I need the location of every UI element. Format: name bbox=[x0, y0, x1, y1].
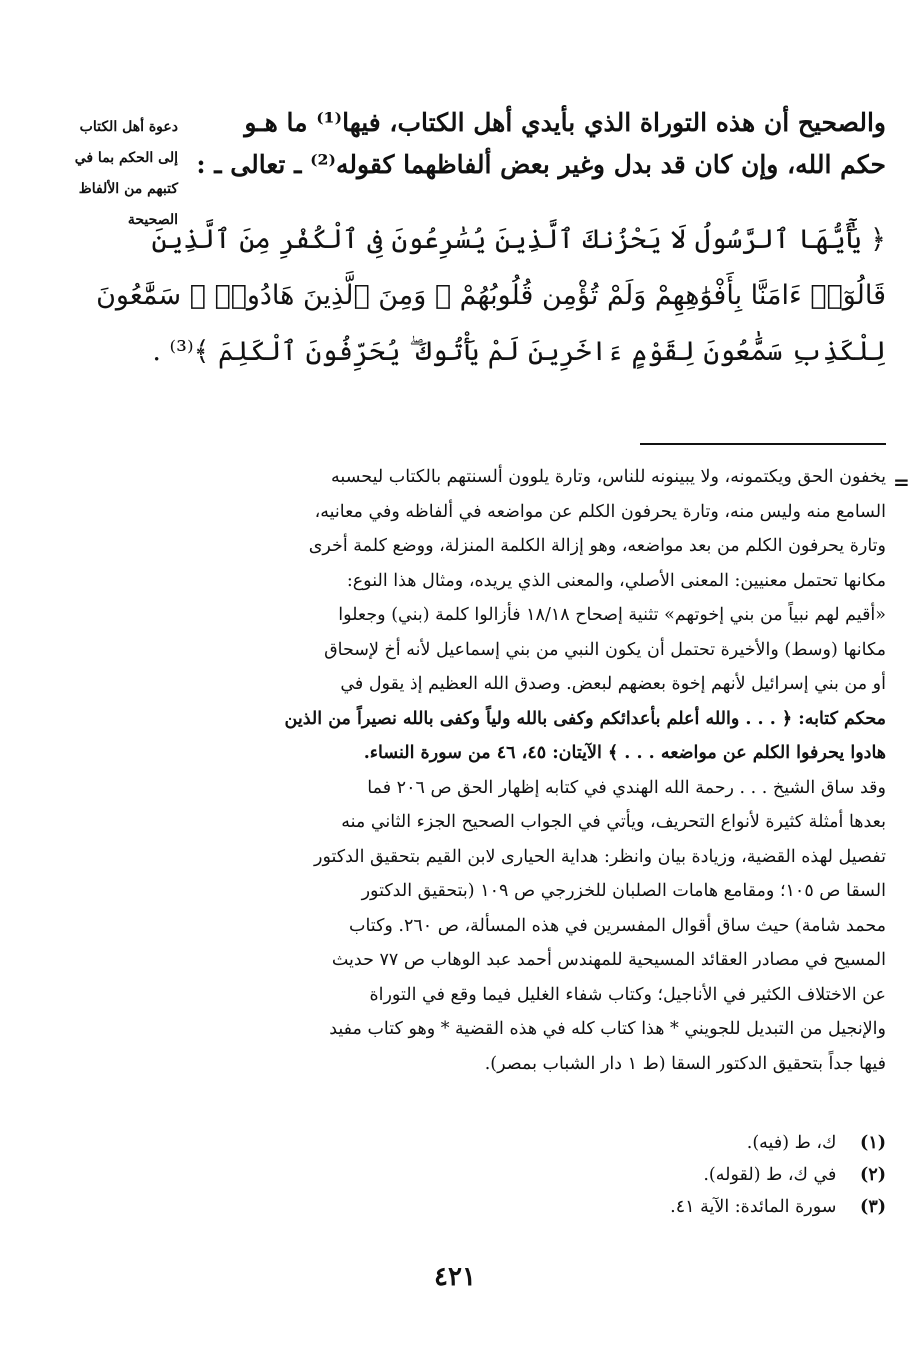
footnote-line: فيها جداً بتحقيق الدكتور السقا (ط ١ دار الشباب بمصر). bbox=[484, 1053, 886, 1074]
footnote-text: ك، ط (فيه). bbox=[746, 1133, 837, 1153]
footnote-line: تفصيل لهذه القضية، وزيادة بيان وانظر: هداية الحيارى لابن القيم بتحقيق الدكتور bbox=[314, 846, 886, 867]
margin-line: إلى الحكم بما في bbox=[74, 150, 178, 166]
footnote-line: وتارة يحرفون الكلم من بعد مواضعه، وهو إزالة الكلمة المنزلة، ووضع كلمة أخرى bbox=[308, 536, 886, 556]
page-number: ٤٢١ bbox=[434, 1262, 476, 1292]
footnote-divider bbox=[640, 443, 886, 445]
main-line: والصحيح أن هذه التوراة الذي بأيدي أهل الكتاب، فيها⁽¹⁾ ما هـو bbox=[244, 108, 886, 137]
margin-line: كتبهم من الألفاظ bbox=[78, 181, 178, 197]
footnote-number: (٣) bbox=[860, 1197, 886, 1217]
footnote-line: المسيح في مصادر العقائد المسيحية للمهندس أحمد عبد الوهاب ص ٧٧ حديث bbox=[331, 950, 886, 970]
margin-line: الصحيحة bbox=[127, 212, 178, 228]
footnote-line: عن الاختلاف الكثير في الأناجيل؛ وكتاب شفاء الغليل فيما وقع في التوراة bbox=[369, 984, 886, 1005]
footnote-number: (١) bbox=[860, 1133, 886, 1153]
footnotes-list bbox=[186, 1127, 886, 1223]
margin-line: دعوة أهل الكتاب bbox=[79, 119, 178, 135]
footnote-item bbox=[186, 1191, 886, 1223]
footnote-line: السامع منه وليس منه، وتارة يحرفون الكلم عن مواضعه في ألفاظه وفي معانيه، bbox=[314, 501, 886, 522]
footnote-line: مكانها تحتمل معنيين: المعنى الأصلي، والمعنى الذي يريده، ومثال هذا النوع: bbox=[346, 570, 886, 591]
footnote-line: هادوا يحرفوا الكلم عن مواضعه . . . ﴾ الآيتان: ٤٥، ٤٦ من سورة النساء. bbox=[363, 743, 886, 763]
footnote-line: والإنجيل من التبديل للجويني * هذا كتاب كله في هذه القضية * وهو كتاب مفيد bbox=[329, 1019, 886, 1039]
quran-line: ﴿ يَٰٓأَيُّهَا ٱلرَّسُولُ لَا يَحْزُنكَ ٱلَّذِينَ يُسَٰرِعُونَ فِى ٱلْكُفْرِ مِنَ ٱلَّذِينَ bbox=[151, 224, 886, 255]
margin-heading bbox=[60, 112, 178, 236]
main-paragraph bbox=[186, 102, 886, 186]
footnote-line: أو من بني إسرائيل لأنهم إخوة بعضهم لبعض. وصدق الله العظيم إذ يقول في bbox=[340, 674, 886, 694]
footnote-line: السقا ص ١٠٥؛ ومقامع هامات الصلبان للخزرجي ص ١٠٩ (بتحقيق الدكتور bbox=[361, 881, 886, 901]
continuation-mark: = bbox=[893, 470, 910, 494]
footnote-text: سورة المائدة: الآية ٤١. bbox=[670, 1197, 837, 1217]
main-line: حكم الله، وإن كان قد بدل وغير بعض ألفاظهما كقوله⁽²⁾ ـ تعالى ـ : bbox=[196, 150, 886, 179]
footnote-item bbox=[186, 1159, 886, 1191]
footnote-line: مكانها (وسط) والأخيرة تحتمل أن يكون النبي من بني إسماعيل لأنه أخ لإسحاق bbox=[324, 639, 886, 660]
footnote-continuation bbox=[186, 460, 886, 1081]
footnote-text: في ك، ط (لقوله). bbox=[703, 1165, 837, 1185]
footnote-line: بعدها أمثلة كثيرة لأنواع التحريف، ويأتي في الجواب الصحيح الجزء الثاني منه bbox=[341, 812, 886, 832]
footnote-line: محكم كتابه: ﴿ . . . والله أعلم بأعدائكم وكفى بالله ولياً وكفى بالله نصيراً من الذين bbox=[284, 708, 886, 729]
footnote-line: «أقيم لهم نبياً من بني إخوتهم» تثنية إصحاح ١٨/١٨ فأزالوا كلمة (بني) وجعلوا bbox=[338, 605, 886, 625]
footnote-item bbox=[186, 1127, 886, 1159]
footnote-line: محمد شامة) حيث ساق أقوال المفسرين في هذه المسألة، ص ٢٦٠. وكتاب bbox=[348, 915, 886, 936]
footnote-line: يخفون الحق ويكتمونه، ولا يبينونه للناس، وتارة يلوون ألسنتهم بالكتاب ليحسبه bbox=[331, 467, 886, 487]
quran-line: لِلْكَذِبِ سَمَّٰعُونَ لِقَوْمٍ ءَاخَرِينَ لَمْ يَأْتُوكَ ۖ يُحَرِّفُونَ ٱلْكَلِمَ ﴾⁽³⁾ . bbox=[152, 336, 886, 367]
quran-line: قَالُوٓا۟ ءَامَنَّا بِأَفْوَٰهِهِمْ وَلَمْ تُؤْمِن قُلُوبُهُمْ ۛ وَمِنَ ٱلَّذِينَ هَادُوا۟ ۛ سَمَّٰعُونَ bbox=[96, 280, 886, 311]
footnote-line: وقد ساق الشيخ . . . رحمة الله الهندي في كتابه إظهار الحق ص ٢٠٦ فما bbox=[367, 777, 886, 798]
footnote-number: (٢) bbox=[860, 1165, 886, 1185]
